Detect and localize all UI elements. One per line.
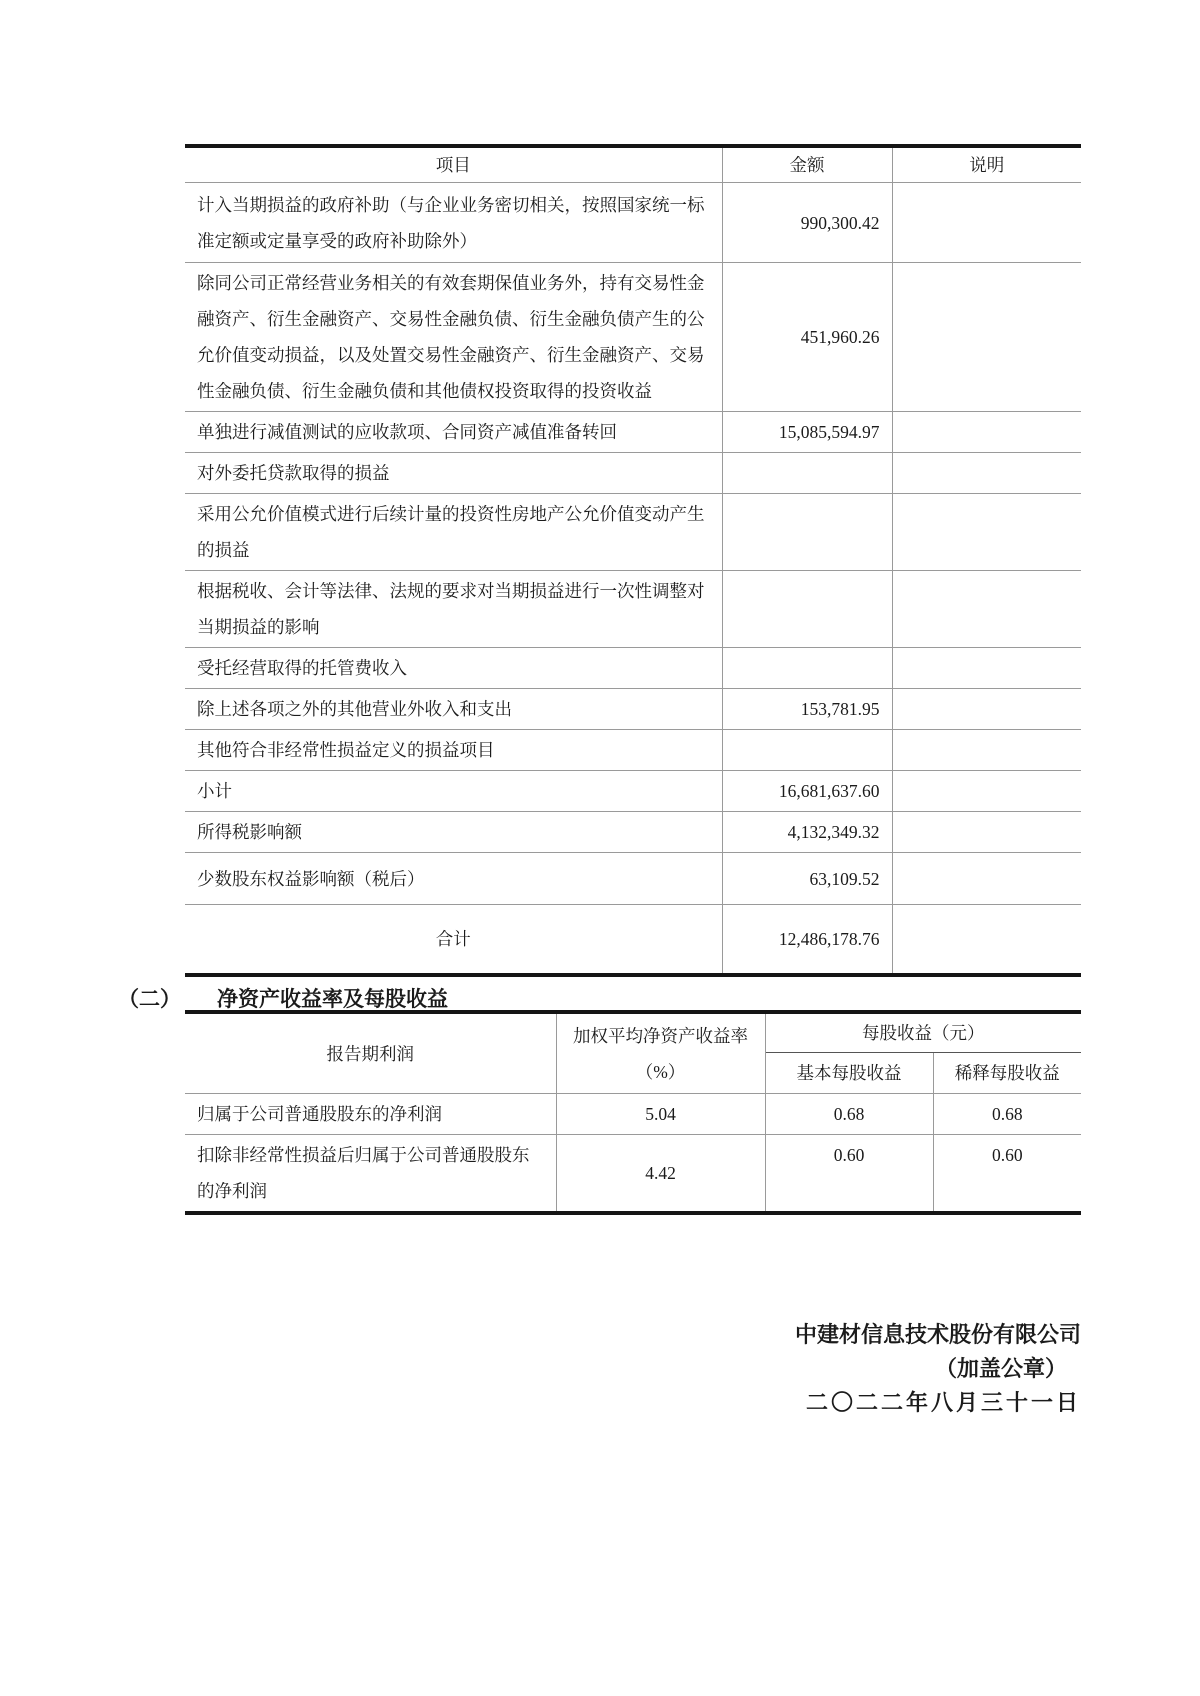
- total-row: [185, 905, 1081, 975]
- table-header-row: [185, 146, 1081, 183]
- item-cell: 其他符合非经常性损益定义的损益项目: [185, 730, 722, 771]
- note-cell: [892, 183, 1081, 263]
- section-marker: （二）: [118, 987, 181, 1011]
- item-cell: 计入当期损益的政府补助（与企业业务密切相关，按照国家统一标准定额或定量享受的政府补助除外）: [185, 183, 722, 263]
- note-cell: [892, 771, 1081, 812]
- table-row: [185, 412, 1081, 453]
- table-row: [185, 494, 1081, 571]
- company-name: 中建材信息技术股份有限公司: [794, 1322, 1081, 1347]
- column-header-note: 说明: [892, 146, 1081, 183]
- table-row: [185, 263, 1081, 412]
- item-cell: 单独进行减值测试的应收款项、合同资产减值准备转回: [185, 412, 722, 453]
- diluted-eps-cell: 0.68: [933, 1094, 1081, 1135]
- note-cell: [892, 812, 1081, 853]
- signature-block: [581, 1318, 1081, 1420]
- note-cell: [892, 730, 1081, 771]
- table-row: [185, 453, 1081, 494]
- note-cell: [892, 571, 1081, 648]
- seal-note: （加盖公章）: [934, 1356, 1067, 1381]
- note-cell: [892, 648, 1081, 689]
- table-row: [185, 853, 1081, 905]
- item-cell: 小计: [185, 771, 722, 812]
- column-header-amount: 金额: [722, 146, 892, 183]
- roe-cell: 5.04: [556, 1094, 765, 1135]
- amount-cell: [722, 648, 892, 689]
- note-cell: [892, 453, 1081, 494]
- basic-eps-cell: 0.60: [765, 1135, 933, 1214]
- basic-eps-cell: 0.68: [765, 1094, 933, 1135]
- amount-cell: 12,486,178.76: [722, 905, 892, 975]
- item-cell: 扣除非经常性损益后归属于公司普通股股东的净利润: [185, 1135, 556, 1214]
- column-header-roe: [556, 1012, 765, 1094]
- column-header-eps-group: 每股收益（元）: [765, 1012, 1081, 1053]
- item-cell: 少数股东权益影响额（税后）: [185, 853, 722, 905]
- amount-cell: [722, 453, 892, 494]
- table-row: [185, 648, 1081, 689]
- table-row: [185, 571, 1081, 648]
- roe-header-line1: 加权平均净资产收益率: [573, 1025, 748, 1046]
- note-cell: [892, 689, 1081, 730]
- item-cell: 除上述各项之外的其他营业外收入和支出: [185, 689, 722, 730]
- table-row: [185, 730, 1081, 771]
- amount-cell: 451,960.26: [722, 263, 892, 412]
- section-title: 净资产收益率及每股收益: [217, 987, 448, 1011]
- signature-date: 二〇二二年八月三十一日: [805, 1390, 1081, 1415]
- amount-cell: 4,132,349.32: [722, 812, 892, 853]
- table2-header-row-1: [185, 1012, 1081, 1053]
- table-row: [185, 183, 1081, 263]
- note-cell: [892, 412, 1081, 453]
- item-cell: 采用公允价值模式进行后续计量的投资性房地产公允价值变动产生的损益: [185, 494, 722, 571]
- column-header-basic-eps: 基本每股收益: [765, 1053, 933, 1094]
- section-heading: [118, 983, 448, 1013]
- roe-header-line2: （%）: [635, 1061, 686, 1082]
- note-cell: [892, 905, 1081, 975]
- amount-cell: 15,085,594.97: [722, 412, 892, 453]
- amount-cell: [722, 571, 892, 648]
- roe-cell: 4.42: [556, 1135, 765, 1214]
- column-header-profit: 报告期利润: [185, 1012, 556, 1094]
- note-cell: [892, 263, 1081, 412]
- column-header-diluted-eps: 稀释每股收益: [933, 1053, 1081, 1094]
- amount-cell: [722, 730, 892, 771]
- roe-eps-table: [185, 1010, 1081, 1215]
- column-header-item: 项目: [185, 146, 722, 183]
- table-row: [185, 1094, 1081, 1135]
- item-cell: 归属于公司普通股股东的净利润: [185, 1094, 556, 1135]
- amount-cell: [722, 494, 892, 571]
- amount-cell: 153,781.95: [722, 689, 892, 730]
- amount-cell: 63,109.52: [722, 853, 892, 905]
- note-cell: [892, 853, 1081, 905]
- table-row: [185, 1135, 1081, 1214]
- item-cell: 所得税影响额: [185, 812, 722, 853]
- item-cell: 根据税收、会计等法律、法规的要求对当期损益进行一次性调整对当期损益的影响: [185, 571, 722, 648]
- item-cell: 除同公司正常经营业务相关的有效套期保值业务外，持有交易性金融资产、衍生金融资产、交易性金融负债、衍生金融负债产生的公允价值变动损益，以及处置交易性金融资产、衍生金融资产、交易性金融负债、衍生金融负债和其他债权投资取得的投资收益: [185, 263, 722, 412]
- subtotal-row: [185, 771, 1081, 812]
- table-row: [185, 812, 1081, 853]
- diluted-eps-cell: 0.60: [991, 1145, 1023, 1165]
- non-recurring-items-table: [185, 144, 1081, 977]
- item-cell: 合计: [185, 905, 722, 975]
- amount-cell: 990,300.42: [722, 183, 892, 263]
- item-cell: 对外委托贷款取得的损益: [185, 453, 722, 494]
- amount-cell: 16,681,637.60: [722, 771, 892, 812]
- table-row: [185, 689, 1081, 730]
- item-cell: 受托经营取得的托管费收入: [185, 648, 722, 689]
- note-cell: [892, 494, 1081, 571]
